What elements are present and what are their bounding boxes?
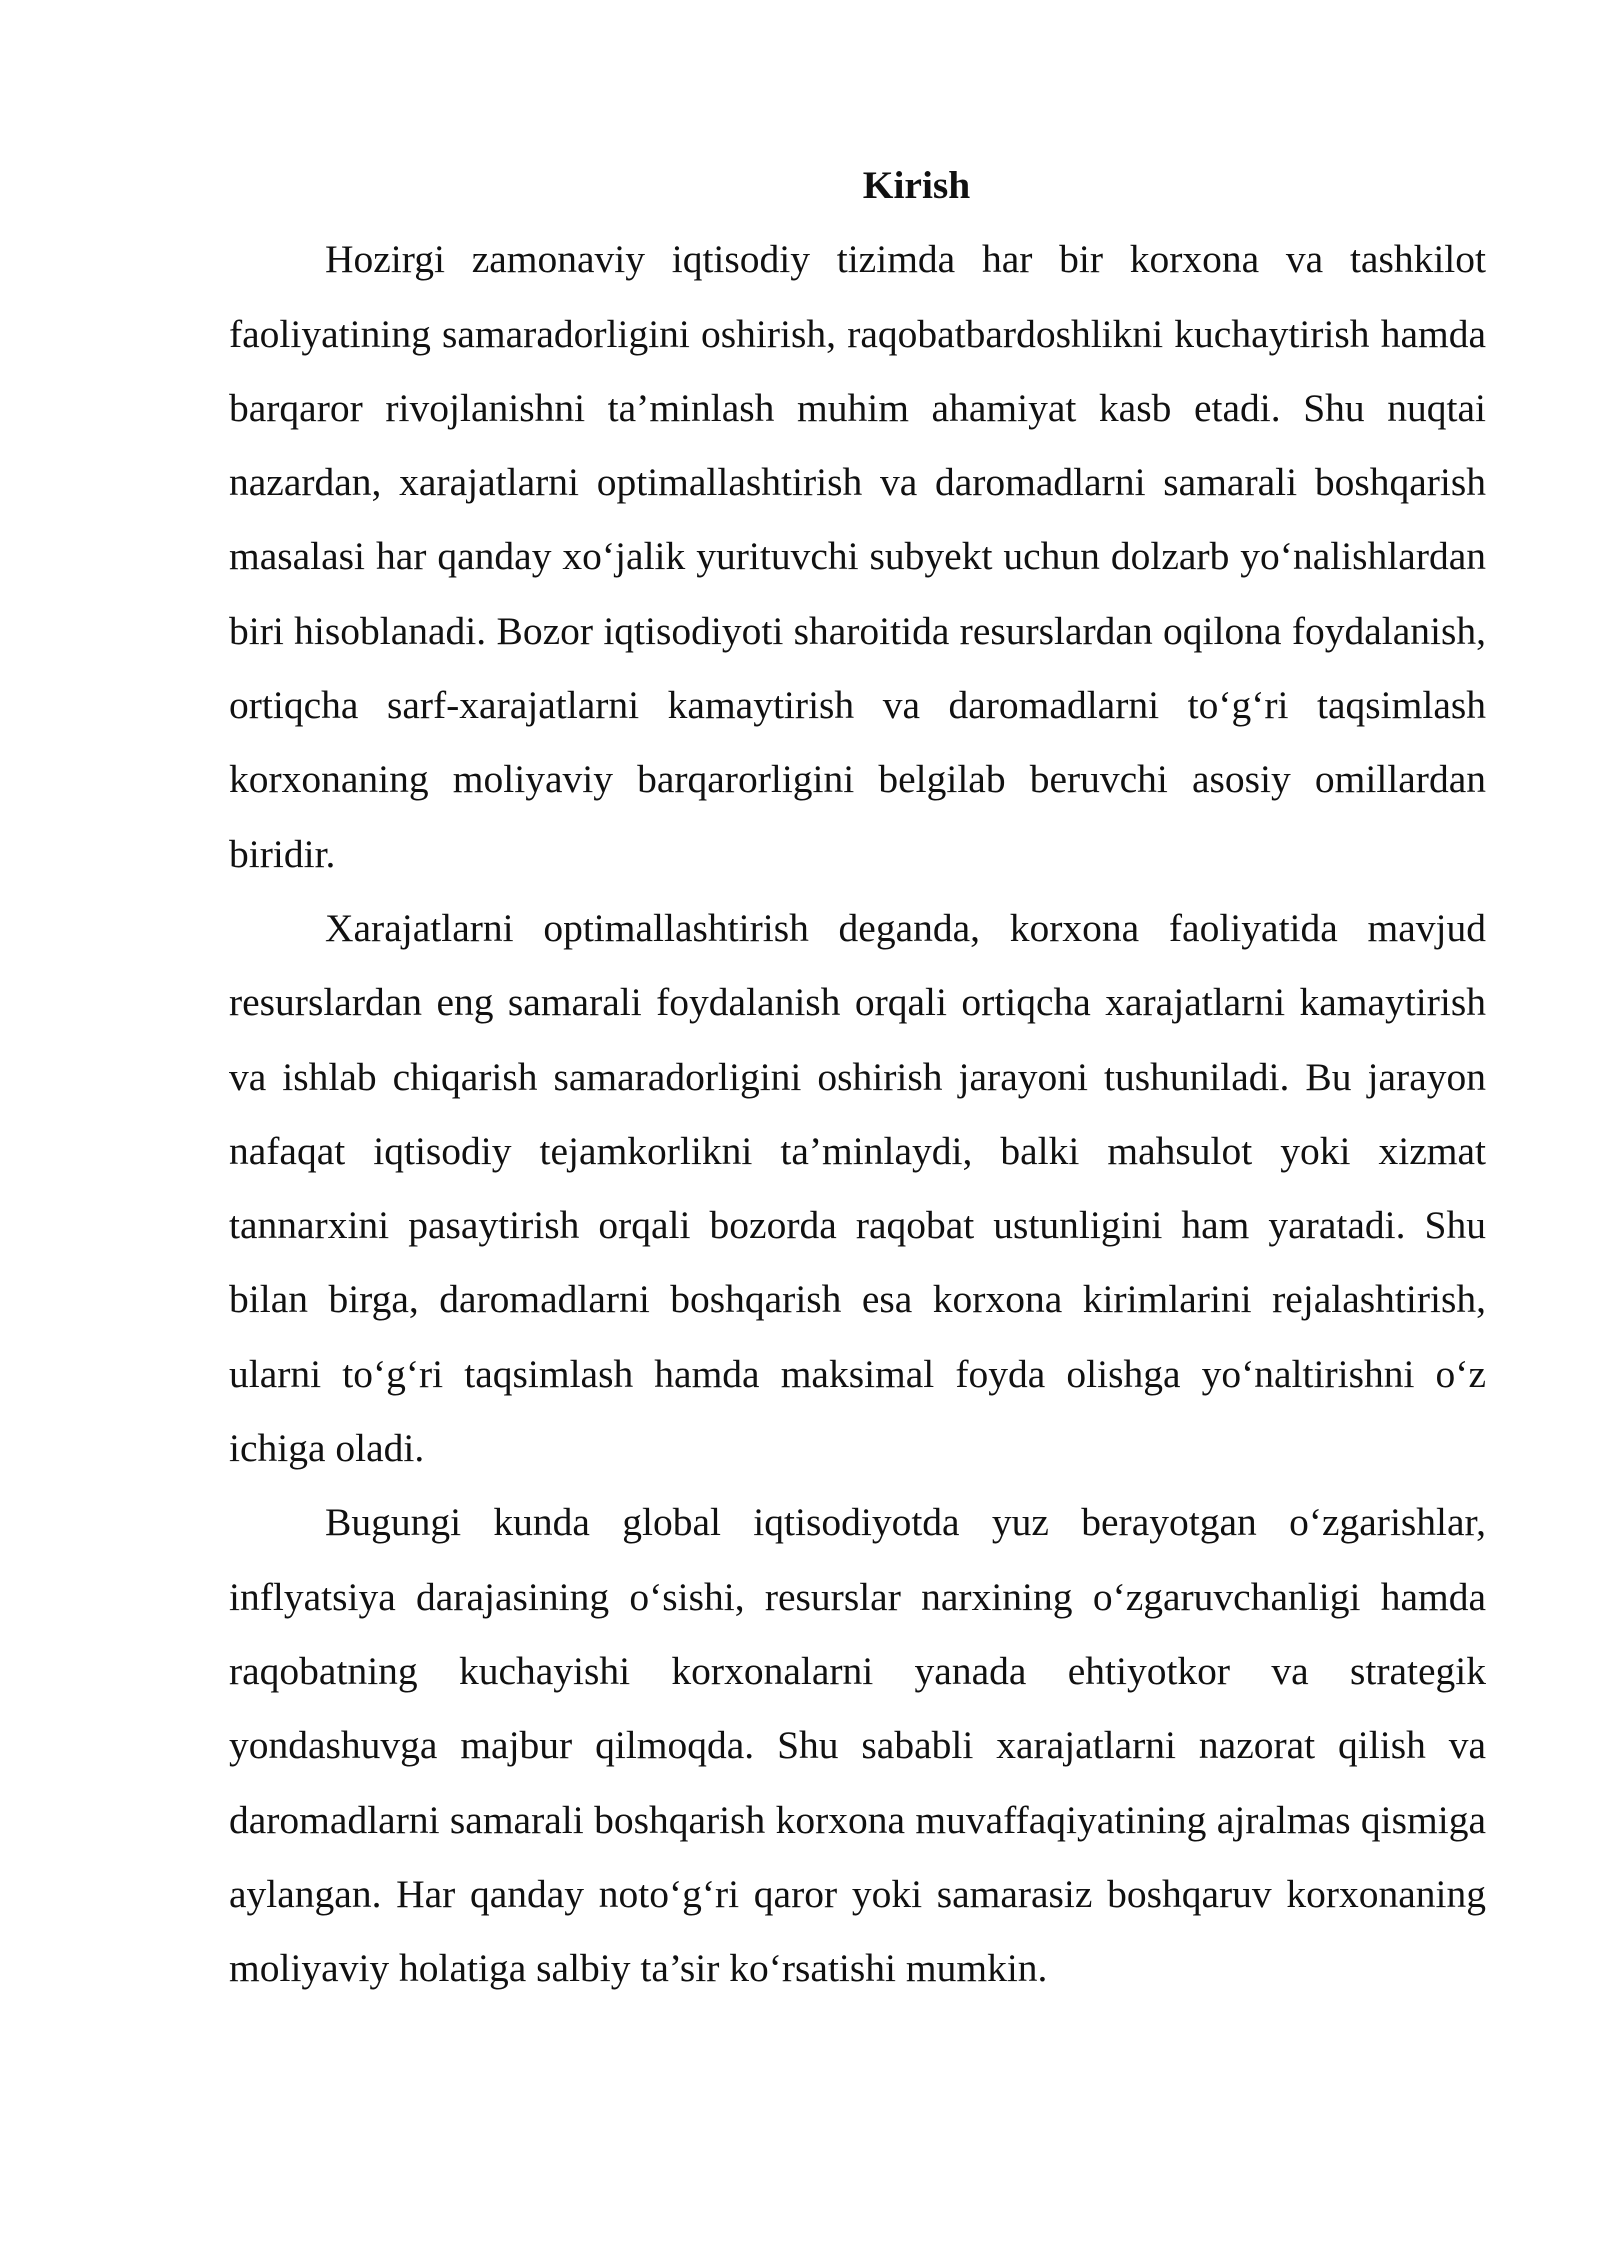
paragraph-3: Bugungi kunda global iqtisodiyotda yuz berayotgan o‘zgarishlar, inflyatsiya darajasining o‘sishi, resurslar narxining o‘zgaruvchanligi hamda raqobatning kuchayishi korxonalarni yanada ehtiyotkor va strategik yondashuvga majbur qilmoqda. Shu sababli xarajatlarni nazorat qilish va daromadlarni samarali boshqarish korxona muvaffaqiyatining ajralmas qismiga aylangan. Har qanday noto‘g‘ri qaror yoki samarasiz boshqaruv korxonaning moliyaviy holatiga salbiy ta’sir ko‘rsatishi mumkin. <box>229 1500 1486 1991</box>
paragraph-1: Hozirgi zamonaviy iqtisodiy tizimda har bir korxona va tashkilot faoliyatining samaradorligini oshirish, raqobatbardoshlikni kuchaytirish hamda barqaror rivojlanishni ta’minlash muhim ahamiyat kasb etadi. Shu nuqtai nazardan, xarajatlarni optimallashtirish va daromadlarni samarali boshqarish masalasi har qanday xo‘jalik yurituvchi subyekt uchun dolzarb yo‘nalishlardan biri hisoblanadi. Bozor iqtisodiyoti sharoitida resurslardan oqilona foydalanish, ortiqcha sarf-xarajatlarni kamaytirish va daromadlarni to‘g‘ri taqsimlash korxonaning moliyaviy barqarorligini belgilab beruvchi asosiy omillardan biridir. <box>229 237 1486 876</box>
paragraph-2: Xarajatlarni optimallashtirish deganda, korxona faoliyatida mavjud resurslardan eng samarali foydalanish orqali ortiqcha xarajatlarni kamaytirish va ishlab chiqarish samaradorligini oshirish jarayoni tushuniladi. Bu jarayon nafaqat iqtisodiy tejamkorlikni ta’minlaydi, balki mahsulot yoki xizmat tannarxini pasaytirish orqali bozorda raqobat ustunligini ham yaratadi. Shu bilan birga, daromadlarni boshqarish esa korxona kirimlarini rejalashtirish, ularni to‘g‘ri taqsimlash hamda maksimal foyda olishga yo‘naltirishni o‘z ichiga oladi. <box>229 905 1486 1471</box>
section-title: Kirish <box>862 163 971 207</box>
document-body <box>229 148 1486 2005</box>
